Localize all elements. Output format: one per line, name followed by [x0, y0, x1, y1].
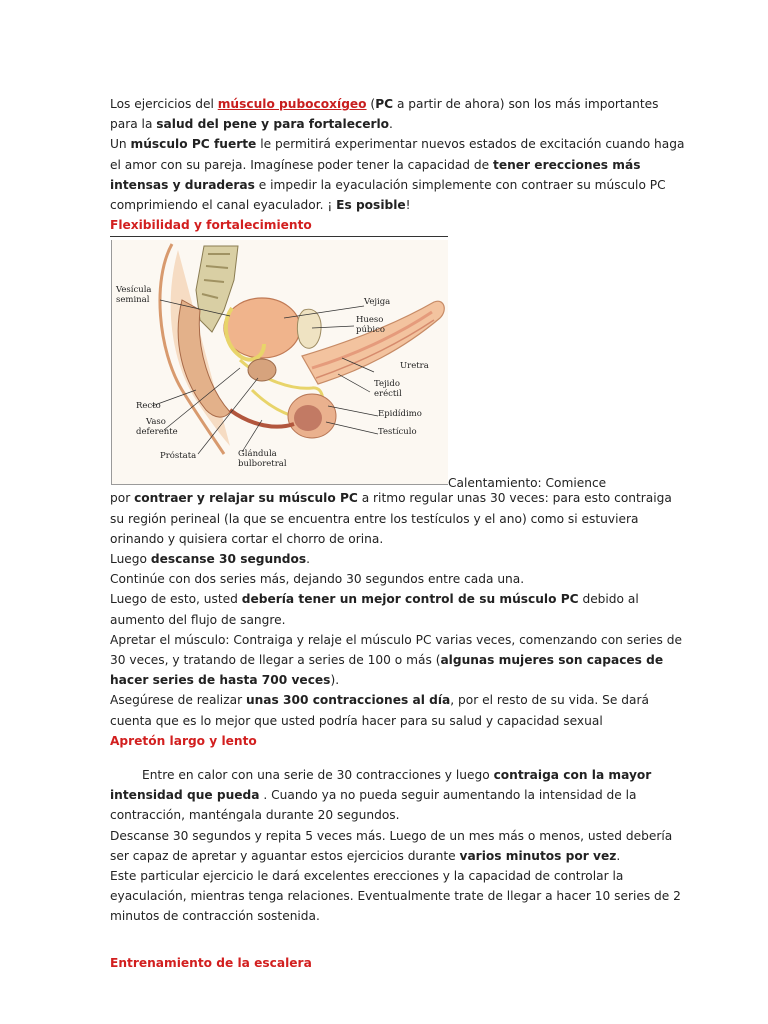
label-deferente: deferente: [136, 427, 178, 438]
s1-line-2: su región perineal (la que se encuentra entre los testículos y el ano) como si estuviera: [110, 511, 639, 526]
label-prostata: Próstata: [160, 451, 197, 462]
s2-line-3: contracción, manténgala durante 20 segundos.: [110, 808, 400, 823]
pelvic-anatomy-diagram: [112, 240, 448, 484]
s1-line-1: por contraer y relajar su músculo PC a ritmo regular unas 30 veces: para esto contraiga: [110, 491, 672, 506]
s1-line-7: aumento del flujo de sangre.: [110, 612, 286, 627]
label-vesicula: Vesícula: [116, 285, 152, 296]
musculo-pubocoxigeo-link[interactable]: músculo pubocoxígeo: [217, 97, 367, 111]
s1-line-9: 30 veces, y tratando de llegar a series de 100 o más (algunas mujeres son capaces de: [110, 653, 664, 668]
s2-line-1: Entre en calor con una serie de 30 contracciones y luego contraiga con la mayor: [142, 768, 652, 783]
figure-caption: Calentamiento: Comience: [448, 476, 607, 491]
s1-line-6: Luego de esto, usted debería tener un mejor control de su músculo PC debido al: [110, 592, 639, 607]
section1-body: [110, 488, 682, 972]
s2-line-6: Este particular ejercicio le dará excelentes erecciones y la capacidad de controlar la: [110, 869, 624, 884]
label-hueso: Hueso: [356, 315, 384, 326]
s1-line-11: Asegúrese de realizar unas 300 contracciones al día, por el resto de su vida. Se dará: [110, 693, 649, 708]
anatomy-figure: [110, 236, 448, 484]
label-vejiga: Vejiga: [364, 297, 391, 308]
label-uretra: Uretra: [400, 361, 429, 372]
anatomy-illustration: [111, 240, 448, 485]
intro-line-1: Los ejercicios del músculo pubocoxígeo (PC a partir de ahora) son los más importantes: [110, 97, 659, 111]
label-bulboretral: bulboretral: [238, 459, 287, 470]
s1-line-3: orinando y quisiera cortar el chorro de orina.: [110, 531, 384, 546]
label-testiculo: Testículo: [378, 427, 417, 438]
label-seminal: seminal: [116, 295, 150, 306]
section-heading-escalera: Entrenamiento de la escalera: [110, 955, 312, 970]
section-heading-apreton: Apretón largo y lento: [110, 733, 257, 748]
label-pubico: púbico: [356, 325, 385, 336]
s1-line-8: Apretar el músculo: Contraiga y relaje el músculo PC varias veces, comenzando con series de: [110, 632, 682, 647]
s2-line-5: ser capaz de apretar y aguantar estos ejercicios durante varios minutos por vez.: [110, 848, 621, 863]
intro-line-6: comprimiendo el canal eyaculador. ¡ Es posible!: [110, 198, 411, 213]
label-epididimo: Epidídimo: [378, 409, 422, 420]
figure-row: [110, 236, 670, 491]
document-body: [110, 94, 685, 973]
label-vaso: Vaso: [146, 417, 166, 428]
label-tejido: Tejido: [374, 379, 400, 390]
intro-line-2: para la salud del pene y para fortalecerlo.: [110, 117, 393, 132]
s1-line-10: hacer series de hasta 700 veces).: [110, 673, 340, 688]
s1-line-4: Luego descanse 30 segundos.: [110, 552, 311, 567]
s2-line-4: Descanse 30 segundos y repita 5 veces más. Luego de un mes más o menos, usted debería: [110, 828, 673, 843]
label-glandula: Glándula: [238, 449, 277, 460]
section-heading-flexibilidad: Flexibilidad y fortalecimiento: [110, 218, 312, 233]
s2-line-7: eyaculación, mientras tenga relaciones. Eventualmente trate de llegar a hacer 10 series de 2: [110, 889, 681, 904]
label-erectil: eréctil: [374, 389, 402, 400]
s1-line-5: Continúe con dos series más, dejando 30 segundos entre cada una.: [110, 572, 525, 587]
s2-line-8: minutos de contracción sostenida.: [110, 909, 320, 924]
s1-line-12: cuenta que es lo mejor que usted podría hacer para su salud y capacidad sexual: [110, 713, 603, 728]
intro-paragraph: [110, 94, 685, 235]
intro-line-5: intensas y duraderas e impedir la eyaculación simplemente con contraer su músculo PC: [110, 177, 666, 192]
intro-line-4: el amor con su pareja. Imagínese poder tener la capacidad de tener erecciones más: [110, 157, 641, 172]
label-recto: Recto: [136, 401, 161, 412]
s2-line-2: intensidad que pueda . Cuando ya no pueda seguir aumentando la intensidad de la: [110, 788, 637, 803]
intro-line-3: Un músculo PC fuerte le permitirá experimentar nuevos estados de excitación cuando haga: [110, 137, 685, 152]
